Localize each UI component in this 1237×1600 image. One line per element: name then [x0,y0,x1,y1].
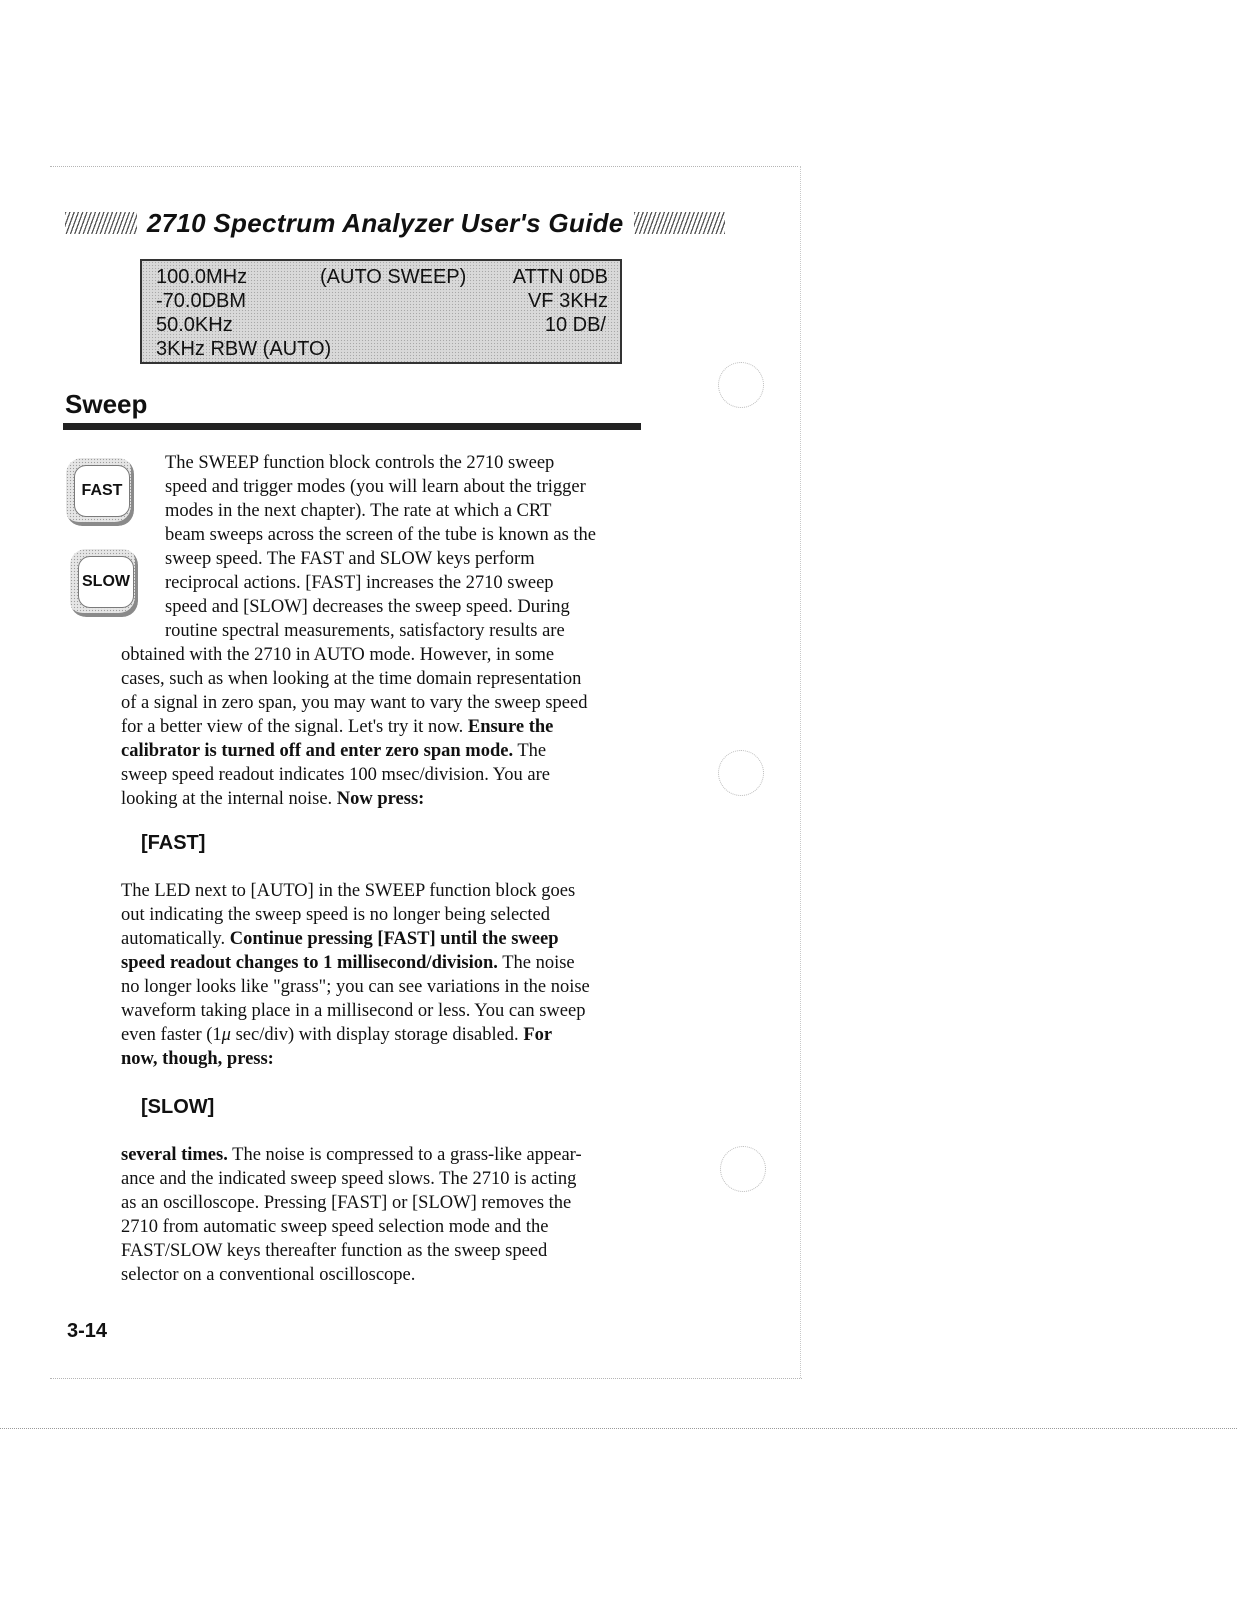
binder-hole-2 [718,750,764,796]
text-line: no longer looks like "grass"; you can see variations in the noise [121,977,590,997]
readout-span: 50.0KHz [156,314,233,336]
fast-key-label: FAST [74,465,130,517]
right-border-line [800,166,801,1378]
instruction-bold: now, though, press: [121,1049,274,1069]
instruction-bold: calibrator is turned off and enter zero span mode. [121,741,514,761]
text-line: speed and [SLOW] decreases the sweep speed. During [165,597,570,617]
instruction-bold: Continue pressing [FAST] until the sweep [229,929,559,949]
command-fast: [FAST] [141,832,206,854]
readout-video-filter: VF 3KHz [527,290,608,312]
header-title: 2710 Spectrum Analyzer User's Guide [146,207,624,238]
text-run: The [517,741,547,761]
text-line: ance and the indicated sweep speed slows. The 2710 is acting [121,1169,577,1189]
bottom-border-line [50,1378,802,1379]
text-run: even faster (1 [121,1025,222,1045]
section-rule [63,423,641,430]
text-line [121,1143,582,1167]
text-line: obtained with the 2710 in AUTO mode. However, in some [121,645,555,665]
text-line [121,1023,590,1047]
fast-key-illustration [66,458,134,526]
text-run: automatically. [121,929,226,949]
instruction-bold: Now press: [336,789,425,809]
text-line: The LED next to [AUTO] in the SWEEP function block goes [121,881,576,901]
text-line: The SWEEP function block controls the 2710 sweep [165,453,555,473]
text-line: speed and trigger modes (you will learn about the trigger [165,477,586,497]
readout-scale: 10 DB/ [544,314,606,336]
paragraph-2 [121,879,590,1071]
text-line [121,739,587,763]
header-hatch-left [65,212,137,234]
text-line: out indicating the sweep speed is no longer being selected [121,905,550,925]
text-line: as an oscilloscope. Pressing [FAST] or [SLOW] removes the [121,1193,572,1213]
text-line: 2710 from automatic sweep speed selection mode and the [121,1217,549,1237]
text-run: sec/div) with display storage disabled. [230,1025,519,1045]
readout-attenuation: ATTN 0DB [512,266,608,288]
instruction-bold: speed readout changes to 1 millisecond/division. [121,953,498,973]
readout-ref-level: -70.0DBM [156,290,247,312]
text-line: sweep speed. The FAST and SLOW keys perform [165,549,535,569]
paragraph-3 [121,1143,582,1287]
text-line: beam sweeps across the screen of the tube is known as the [165,525,597,545]
section-title: Sweep [65,389,148,419]
command-slow: [SLOW] [141,1096,215,1118]
page-number: 3-14 [67,1320,108,1342]
binder-hole-3 [720,1146,766,1192]
paragraph-1-indented [165,451,596,643]
instruction-bold: Ensure the [467,717,554,737]
text-line [121,787,587,811]
text-line: sweep speed readout indicates 100 msec/division. You are [121,765,551,785]
running-header [65,203,725,243]
text-line [121,927,590,951]
top-border-line [50,166,798,167]
readout-center-freq: 100.0MHz [156,266,248,288]
slow-key-illustration [70,549,138,617]
text-run: for a better view of the signal. Let's try it now. [121,717,464,737]
readout-sweep-mode: (AUTO SWEEP) [320,266,467,288]
mu-symbol: μ [221,1025,231,1045]
text-run: looking at the internal noise. [121,789,333,809]
instruction-bold: For [523,1025,553,1045]
slow-key-label: SLOW [78,556,134,608]
text-run: The noise [502,953,575,973]
text-run: The noise is compressed to a grass-like appear- [232,1145,582,1165]
analyzer-screen-readout [140,259,622,364]
text-line: modes in the next chapter). The rate at which a CRT [165,501,552,521]
scan-edge-line [0,1428,1237,1429]
readout-rbw: 3KHz RBW (AUTO) [156,338,332,360]
text-line: cases, such as when looking at the time domain representation [121,669,582,689]
text-line [121,951,590,975]
header-hatch-right [634,212,725,234]
text-line: routine spectral measurements, satisfactory results are [165,621,565,641]
text-line: waveform taking place in a millisecond or less. You can sweep [121,1001,586,1021]
text-line: selector on a conventional oscilloscope. [121,1265,416,1285]
instruction-bold: several times. [121,1145,228,1165]
text-line: of a signal in zero span, you may want to vary the sweep speed [121,693,588,713]
text-line: FAST/SLOW keys thereafter function as the sweep speed [121,1241,548,1261]
text-line: reciprocal actions. [FAST] increases the 2710 sweep [165,573,554,593]
text-line [121,715,587,739]
text-line [121,1047,590,1071]
paragraph-1-continued [121,643,587,811]
binder-hole-1 [718,362,764,408]
